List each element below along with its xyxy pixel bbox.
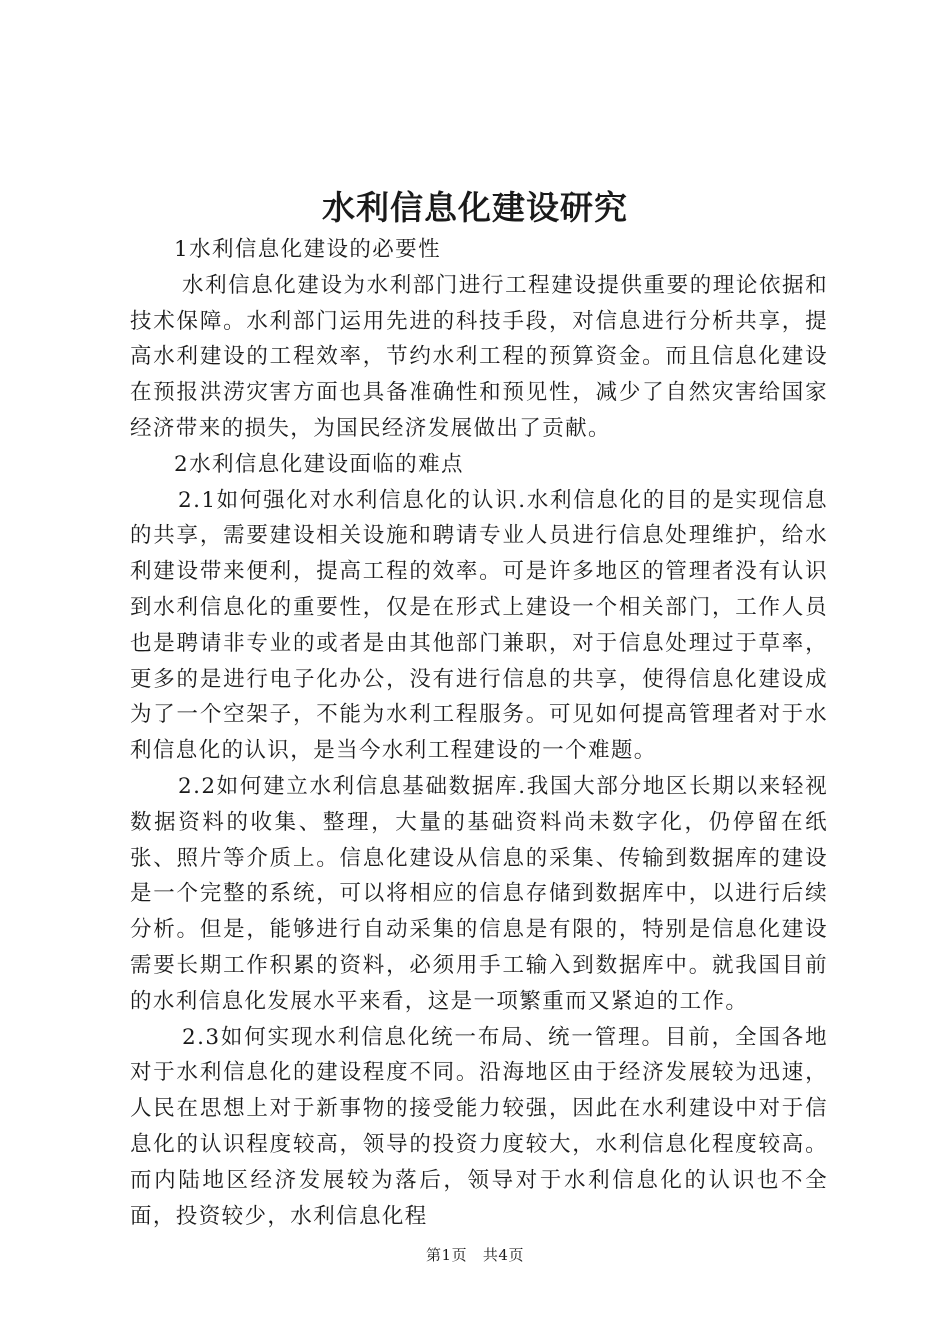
page-separator [472, 1246, 477, 1264]
paragraph-necessity: 水利信息化建设为水利部门进行工程建设提供重要的理论依据和技术保障。水利部门运用先进的科技手段，对信息进行分析共享，提高水利建设的工程效率，节约水利工程的预算资金。而且信息化建设在预报洪涝灾害方面也具备准确性和预见性，减少了自然灾害给国家经济带来的损失，为国民经济发展做出了贡献。 [130, 272, 828, 441]
page-total: 共4页 [482, 1246, 524, 1264]
page-footer [0, 1243, 950, 1267]
paragraph-2-3: 2.3如何实现水利信息化统一布局、统一管理。目前，全国各地对于水利信息化的建设程度不同。沿海地区由于经济发展较为迅速，人民在思想上对于新事物的接受能力较强，因此在水利建设中对于信息化的认识程度较高，领导的投资力度较大，水利信息化程度较高。而内陆地区经济发展较为落后，领导对于水利信息化的认识也不全面，投资较少，水利信息化程 [130, 1024, 828, 1229]
document-body [130, 232, 828, 1234]
document-title: 水利信息化建设研究 [322, 188, 628, 227]
paragraph-2-1: 2.1如何强化对水利信息化的认识.水利信息化的目的是实现信息的共享，需要建设相关设施和聘请专业人员进行信息处理维护，给水利建设带来便利，提高工程的效率。可是许多地区的管理者没有认识到水利信息化的重要性，仅是在形式上建设一个相关部门，工作人员也是聘请非专业的或者是由其他部门兼职，对于信息处理过于草率，更多的是进行电子化办公，没有进行信息的共享，使得信息化建设成为了一个空架子，不能为水利工程服务。可见如何提高管理者对于水利信息化的认识，是当今水利工程建设的一个难题。 [130, 487, 828, 764]
section-heading-2: 2水利信息化建设面临的难点 [174, 451, 464, 477]
section-heading-1: 1水利信息化建设的必要性 [174, 237, 441, 262]
page-number: 第1页 [426, 1246, 468, 1264]
paragraph-2-2: 2.2如何建立水利信息基础数据库.我国大部分地区长期以来轻视数据资料的收集、整理，大量的基础资料尚未数字化，仍停留在纸张、照片等介质上。信息化建设从信息的采集、传输到数据库的建设是一个完整的系统，可以将相应的信息存储到数据库中，以进行后续分析。但是，能够进行自动采集的信息是有限的，特别是信息化建设需要长期工作积累的资料，必须用手工输入到数据库中。就我国目前的水利信息化发展水平来看，这是一项繁重而又紧迫的工作。 [130, 773, 828, 1014]
